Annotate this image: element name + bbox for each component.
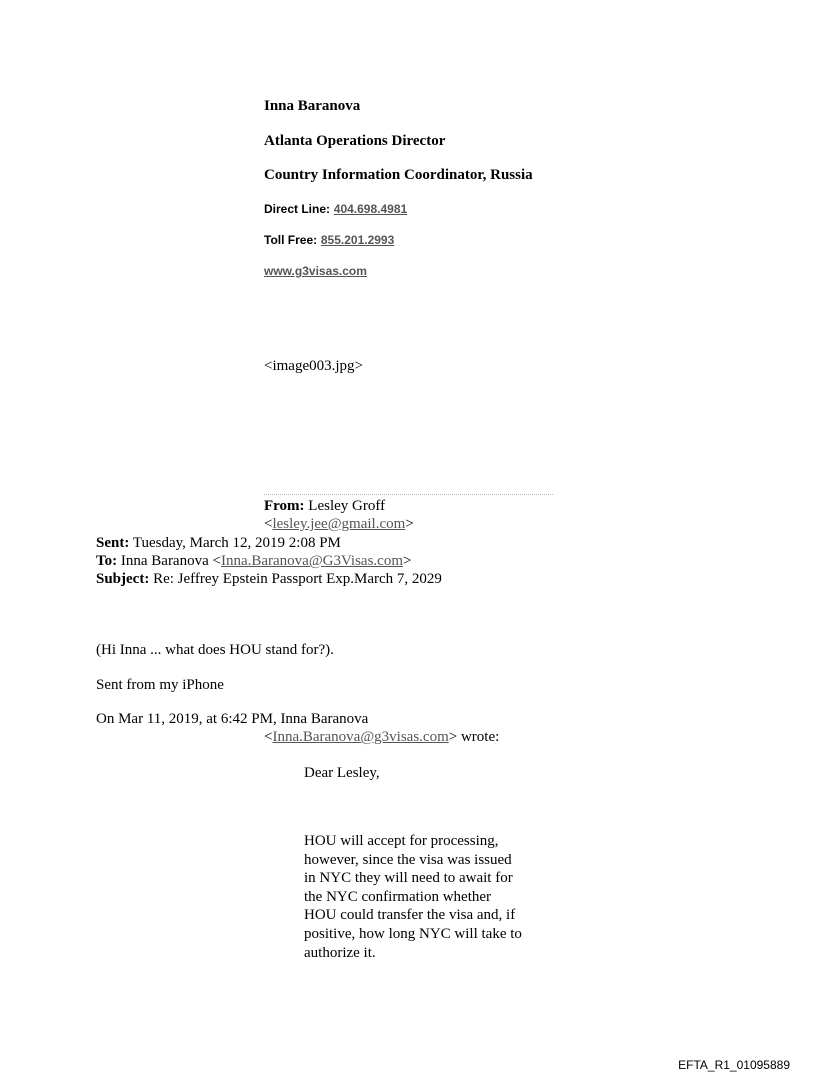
- image-placeholder: <image003.jpg>: [264, 358, 363, 374]
- to-name: Inna Baranova <: [120, 553, 221, 569]
- message-line-2: Sent from my iPhone: [96, 677, 224, 693]
- from-email-close: >: [405, 516, 414, 532]
- direct-line-label: Direct Line:: [264, 202, 331, 216]
- website-row: [264, 262, 367, 280]
- quote-email-close: > wrote:: [448, 729, 500, 745]
- website-link[interactable]: www.g3visas.com: [264, 264, 367, 278]
- toll-free-row: [264, 231, 394, 249]
- toll-free-label: Toll Free:: [264, 233, 318, 247]
- signature-title-1: Atlanta Operations Director: [264, 133, 446, 149]
- direct-line-row: [264, 200, 407, 218]
- direct-line-phone-link[interactable]: 404.698.4981: [333, 202, 408, 216]
- sent-row: [96, 534, 341, 552]
- header-divider: [264, 494, 553, 495]
- sent-label: Sent:: [96, 535, 130, 551]
- message-line-1: (Hi Inna ... what does HOU stand for?).: [96, 642, 334, 658]
- from-name: Lesley Groff: [308, 498, 386, 514]
- to-email-link[interactable]: Inna.Baranova@G3Visas.com: [220, 553, 403, 569]
- from-row: [264, 497, 385, 515]
- to-email-close: >: [403, 553, 412, 569]
- document-id: EFTA_R1_01095889: [678, 1058, 790, 1072]
- subject-label: Subject:: [96, 571, 150, 587]
- from-email-link[interactable]: lesley.jee@gmail.com: [272, 516, 406, 532]
- sent-value: Tuesday, March 12, 2019 2:08 PM: [132, 535, 341, 551]
- quote-email-link[interactable]: Inna.Baranova@g3visas.com: [272, 729, 449, 745]
- quote-email-open: <: [264, 729, 273, 745]
- subject-value: Re: Jeffrey Epstein Passport Exp.March 7, 2029: [153, 571, 442, 587]
- toll-free-phone-link[interactable]: 855.201.2993: [320, 233, 395, 247]
- to-row: [96, 552, 411, 570]
- quote-intro: On Mar 11, 2019, at 6:42 PM, Inna Baranova: [96, 711, 369, 727]
- from-email-open: <: [264, 516, 273, 532]
- signature-title-2: Country Information Coordinator, Russia: [264, 167, 533, 183]
- signature-name: Inna Baranova: [264, 98, 361, 114]
- quoted-greeting: Dear Lesley,: [304, 765, 380, 781]
- from-label: From:: [264, 498, 305, 514]
- from-email-row: [264, 515, 414, 533]
- quote-email-row: [264, 728, 499, 746]
- to-label: To:: [96, 553, 118, 569]
- quoted-body: HOU will accept for processing, however, since the visa was issued in NYC they will need to await for the NYC confirmation whether HOU could transfer the visa and, if positive, how long NYC will take to authorize it.: [304, 833, 522, 961]
- subject-row: [96, 570, 442, 588]
